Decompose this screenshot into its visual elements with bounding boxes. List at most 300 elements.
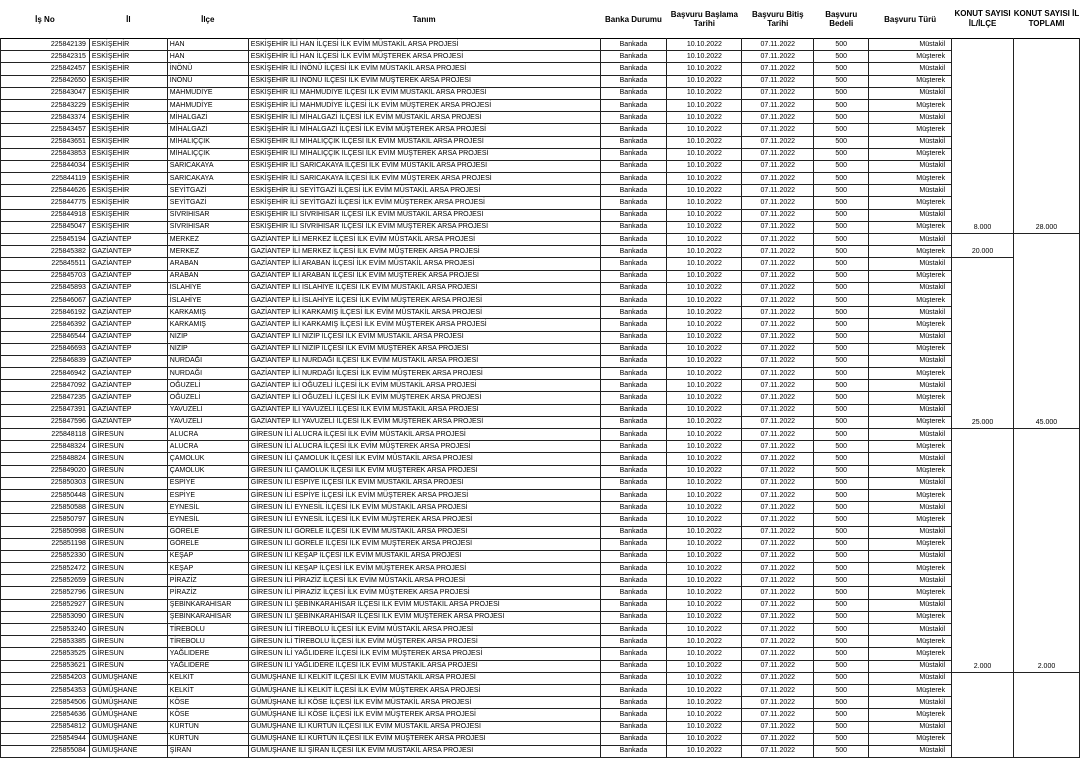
start-date-cell: 10.10.2022 (667, 63, 742, 75)
is-no-cell: 225853621 (1, 660, 90, 672)
il-cell: ESKİŞEHİR (89, 136, 167, 148)
type-cell: Müşterek (869, 75, 952, 87)
ilce-cell: ESPİYE (167, 489, 248, 501)
table-row (1, 307, 1080, 319)
col-header-konut: KONUT SAYISI İL/İLÇE (954, 9, 1011, 28)
end-date-cell: 07.11.2022 (742, 246, 814, 258)
konut-count-cell (952, 672, 1014, 757)
end-date-cell: 07.11.2022 (742, 416, 814, 428)
il-cell: ESKİŞEHİR (89, 51, 167, 63)
start-date-cell: 10.10.2022 (667, 599, 742, 611)
start-date-cell: 10.10.2022 (667, 136, 742, 148)
is-no-cell: 225843374 (1, 112, 90, 124)
tanim-cell: GİRESUN İLİ EYNESİL İLÇESİ İLK EVİM MÜSTAKİL ARSA PROJESİ (248, 502, 600, 514)
is-no-cell: 225850998 (1, 526, 90, 538)
ilce-cell: SARICAKAYA (167, 160, 248, 172)
is-no-cell: 225853240 (1, 624, 90, 636)
il-cell: GİRESUN (89, 429, 167, 441)
is-no-cell: 225842650 (1, 75, 90, 87)
banka-cell: Bankada (600, 185, 667, 197)
type-cell: Müstakil (869, 502, 952, 514)
start-date-cell: 10.10.2022 (667, 51, 742, 63)
banka-cell: Bankada (600, 575, 667, 587)
il-cell: GİRESUN (89, 563, 167, 575)
il-cell: ESKİŞEHİR (89, 173, 167, 185)
tanim-cell: ESKİŞEHİR İLİ MAHMUDİYE İLÇESİ İLK EVİM MÜŞTEREK ARSA PROJESİ (248, 99, 600, 111)
is-no-cell: 225851198 (1, 538, 90, 550)
end-date-cell: 07.11.2022 (742, 684, 814, 696)
banka-cell: Bankada (600, 489, 667, 501)
tanim-cell: GİRESUN İLİ PİRAZİZ İLÇESİ İLK EVİM MÜŞTEREK ARSA PROJESİ (248, 587, 600, 599)
start-date-cell: 10.10.2022 (667, 575, 742, 587)
banka-cell: Bankada (600, 112, 667, 124)
is-no-cell: 225844775 (1, 197, 90, 209)
banka-cell: Bankada (600, 660, 667, 672)
konut-total-cell: 28.000 (1013, 39, 1079, 234)
end-date-cell: 07.11.2022 (742, 502, 814, 514)
fee-cell: 500 (814, 185, 869, 197)
header-row (1, 0, 1080, 39)
type-cell: Müşterek (869, 197, 952, 209)
table-row (1, 75, 1080, 87)
banka-cell: Bankada (600, 684, 667, 696)
fee-cell: 500 (814, 99, 869, 111)
type-cell: Müstakil (869, 331, 952, 343)
is-no-cell: 225855084 (1, 745, 90, 757)
type-cell: Müstakil (869, 160, 952, 172)
type-cell: Müşterek (869, 270, 952, 282)
is-no-cell: 225847092 (1, 380, 90, 392)
end-date-cell: 07.11.2022 (742, 185, 814, 197)
type-cell: Müşterek (869, 392, 952, 404)
banka-cell: Bankada (600, 246, 667, 258)
end-date-cell: 07.11.2022 (742, 745, 814, 757)
tanim-cell: GİRESUN İLİ ESPİYE İLÇESİ İLK EVİM MÜSTAKİL ARSA PROJESİ (248, 477, 600, 489)
type-cell: Müşterek (869, 319, 952, 331)
tanim-cell: GAZİANTEP İLİ OĞUZELİ İLÇESİ İLK EVİM MÜSTAKİL ARSA PROJESİ (248, 380, 600, 392)
il-cell: GAZİANTEP (89, 404, 167, 416)
il-cell: GAZİANTEP (89, 380, 167, 392)
tanim-cell: ESKİŞEHİR İLİ MİHALGAZİ İLÇESİ İLK EVİM MÜSTAKİL ARSA PROJESİ (248, 112, 600, 124)
fee-cell: 500 (814, 660, 869, 672)
banka-cell: Bankada (600, 550, 667, 562)
il-cell: GAZİANTEP (89, 282, 167, 294)
ilce-cell: NİZİP (167, 343, 248, 355)
tanim-cell: GAZİANTEP İLİ ARABAN İLÇESİ İLK EVİM MÜŞTEREK ARSA PROJESİ (248, 270, 600, 282)
is-no-cell: 225850448 (1, 489, 90, 501)
type-cell: Müstakil (869, 234, 952, 246)
type-cell: Müstakil (869, 209, 952, 221)
table-row (1, 648, 1080, 660)
il-cell: GAZİANTEP (89, 258, 167, 270)
table-row (1, 209, 1080, 221)
type-cell: Müstakil (869, 660, 952, 672)
is-no-cell: 225843651 (1, 136, 90, 148)
start-date-cell: 10.10.2022 (667, 258, 742, 270)
ilce-cell: NURDAĞI (167, 355, 248, 367)
il-cell: GİRESUN (89, 660, 167, 672)
end-date-cell: 07.11.2022 (742, 197, 814, 209)
start-date-cell: 10.10.2022 (667, 563, 742, 575)
banka-cell: Bankada (600, 392, 667, 404)
start-date-cell: 10.10.2022 (667, 550, 742, 562)
end-date-cell: 07.11.2022 (742, 87, 814, 99)
is-no-cell: 225852330 (1, 550, 90, 562)
type-cell: Müstakil (869, 39, 952, 51)
end-date-cell: 07.11.2022 (742, 611, 814, 623)
banka-cell: Bankada (600, 502, 667, 514)
table-row (1, 636, 1080, 648)
type-cell: Müşterek (869, 636, 952, 648)
end-date-cell: 07.11.2022 (742, 160, 814, 172)
banka-cell: Bankada (600, 697, 667, 709)
type-cell: Müstakil (869, 87, 952, 99)
start-date-cell: 10.10.2022 (667, 39, 742, 51)
col-header-banka: Banka Durumu (605, 14, 662, 24)
type-cell: Müşterek (869, 221, 952, 233)
il-cell: GAZİANTEP (89, 319, 167, 331)
banka-cell: Bankada (600, 380, 667, 392)
banka-cell: Bankada (600, 721, 667, 733)
is-no-cell: 225850303 (1, 477, 90, 489)
fee-cell: 500 (814, 429, 869, 441)
start-date-cell: 10.10.2022 (667, 234, 742, 246)
il-cell: GÜMÜŞHANE (89, 709, 167, 721)
ilce-cell: SARICAKAYA (167, 173, 248, 185)
fee-cell: 500 (814, 234, 869, 246)
type-cell: Müşterek (869, 648, 952, 660)
is-no-cell: 225852659 (1, 575, 90, 587)
il-cell: GİRESUN (89, 489, 167, 501)
start-date-cell: 10.10.2022 (667, 392, 742, 404)
col-header-bas: Başvuru Başlama Tarihi (670, 10, 738, 28)
il-cell: GAZİANTEP (89, 331, 167, 343)
table-row (1, 538, 1080, 550)
end-date-cell: 07.11.2022 (742, 136, 814, 148)
end-date-cell: 07.11.2022 (742, 343, 814, 355)
is-no-cell: 225842315 (1, 51, 90, 63)
fee-cell: 500 (814, 282, 869, 294)
type-cell: Müşterek (869, 173, 952, 185)
konut-count-cell: 25.000 (952, 258, 1014, 429)
type-cell: Müstakil (869, 282, 952, 294)
table-row (1, 624, 1080, 636)
tanim-cell: ESKİŞEHİR İLİ İNÖNÜ İLÇESİ İLK EVİM MÜŞTEREK ARSA PROJESİ (248, 75, 600, 87)
fee-cell: 500 (814, 563, 869, 575)
start-date-cell: 10.10.2022 (667, 709, 742, 721)
ilce-cell: MİHALGAZİ (167, 112, 248, 124)
il-cell: GİRESUN (89, 465, 167, 477)
type-cell: Müşterek (869, 148, 952, 160)
is-no-cell: 225854506 (1, 697, 90, 709)
il-cell: ESKİŞEHİR (89, 124, 167, 136)
type-cell: Müşterek (869, 416, 952, 428)
table-row (1, 173, 1080, 185)
end-date-cell: 07.11.2022 (742, 538, 814, 550)
table-row (1, 258, 1080, 270)
il-cell: GİRESUN (89, 441, 167, 453)
il-cell: GÜMÜŞHANE (89, 684, 167, 696)
ilce-cell: KEŞAP (167, 550, 248, 562)
table-row (1, 404, 1080, 416)
table-row (1, 331, 1080, 343)
table-row (1, 587, 1080, 599)
ilce-cell: MİHALIÇÇIK (167, 136, 248, 148)
table-row (1, 477, 1080, 489)
table-row (1, 270, 1080, 282)
table-row (1, 429, 1080, 441)
table-row (1, 733, 1080, 745)
il-cell: GİRESUN (89, 624, 167, 636)
banka-cell: Bankada (600, 563, 667, 575)
end-date-cell: 07.11.2022 (742, 514, 814, 526)
start-date-cell: 10.10.2022 (667, 526, 742, 538)
fee-cell: 500 (814, 209, 869, 221)
end-date-cell: 07.11.2022 (742, 709, 814, 721)
table-row (1, 368, 1080, 380)
start-date-cell: 10.10.2022 (667, 380, 742, 392)
is-no-cell: 225846942 (1, 368, 90, 380)
fee-cell: 500 (814, 270, 869, 282)
is-no-cell: 225852927 (1, 599, 90, 611)
il-cell: ESKİŞEHİR (89, 148, 167, 160)
col-header-toplam: KONUT SAYISI İL TOPLAMI (1013, 9, 1080, 28)
end-date-cell: 07.11.2022 (742, 404, 814, 416)
ilce-cell: HAN (167, 39, 248, 51)
type-cell: Müşterek (869, 684, 952, 696)
is-no-cell: 225854812 (1, 721, 90, 733)
tanim-cell: GİRESUN İLİ ALUCRA İLÇESİ İLK EVİM MÜSTAKİL ARSA PROJESİ (248, 429, 600, 441)
ilce-cell: MERKEZ (167, 234, 248, 246)
is-no-cell: 225846693 (1, 343, 90, 355)
end-date-cell: 07.11.2022 (742, 599, 814, 611)
table-row (1, 721, 1080, 733)
end-date-cell: 07.11.2022 (742, 575, 814, 587)
start-date-cell: 10.10.2022 (667, 660, 742, 672)
fee-cell: 500 (814, 733, 869, 745)
end-date-cell: 07.11.2022 (742, 63, 814, 75)
ilce-cell: EYNESİL (167, 514, 248, 526)
ilce-cell: İSLAHİYE (167, 282, 248, 294)
table-row (1, 197, 1080, 209)
banka-cell: Bankada (600, 368, 667, 380)
start-date-cell: 10.10.2022 (667, 611, 742, 623)
ilce-cell: SEYİTGAZİ (167, 197, 248, 209)
is-no-cell: 225849020 (1, 465, 90, 477)
start-date-cell: 10.10.2022 (667, 173, 742, 185)
start-date-cell: 10.10.2022 (667, 185, 742, 197)
is-no-cell: 225854353 (1, 684, 90, 696)
il-cell: GİRESUN (89, 453, 167, 465)
il-cell: GAZİANTEP (89, 270, 167, 282)
is-no-cell: 225845703 (1, 270, 90, 282)
fee-cell: 500 (814, 697, 869, 709)
banka-cell: Bankada (600, 75, 667, 87)
end-date-cell: 07.11.2022 (742, 307, 814, 319)
ilce-cell: PİRAZİZ (167, 575, 248, 587)
ilce-cell: NURDAĞI (167, 368, 248, 380)
ilce-cell: YAVUZELİ (167, 416, 248, 428)
is-no-cell: 225845382 (1, 246, 90, 258)
end-date-cell: 07.11.2022 (742, 697, 814, 709)
start-date-cell: 10.10.2022 (667, 404, 742, 416)
il-cell: GÜMÜŞHANE (89, 672, 167, 684)
il-cell: GİRESUN (89, 575, 167, 587)
table-row (1, 319, 1080, 331)
banka-cell: Bankada (600, 319, 667, 331)
start-date-cell: 10.10.2022 (667, 294, 742, 306)
il-cell: ESKİŞEHİR (89, 87, 167, 99)
fee-cell: 500 (814, 648, 869, 660)
is-no-cell: 225854944 (1, 733, 90, 745)
banka-cell: Bankada (600, 173, 667, 185)
type-cell: Müstakil (869, 404, 952, 416)
type-cell: Müstakil (869, 307, 952, 319)
table-row (1, 575, 1080, 587)
tanim-cell: GİRESUN İLİ KEŞAP İLÇESİ İLK EVİM MÜŞTEREK ARSA PROJESİ (248, 563, 600, 575)
banka-cell: Bankada (600, 416, 667, 428)
start-date-cell: 10.10.2022 (667, 209, 742, 221)
tanim-cell: GİRESUN İLİ ESPİYE İLÇESİ İLK EVİM MÜŞTEREK ARSA PROJESİ (248, 489, 600, 501)
type-cell: Müşterek (869, 294, 952, 306)
il-cell: GAZİANTEP (89, 294, 167, 306)
is-no-cell: 225846067 (1, 294, 90, 306)
end-date-cell: 07.11.2022 (742, 489, 814, 501)
banka-cell: Bankada (600, 221, 667, 233)
is-no-cell: 225853385 (1, 636, 90, 648)
type-cell: Müstakil (869, 672, 952, 684)
table-row (1, 563, 1080, 575)
banka-cell: Bankada (600, 355, 667, 367)
banka-cell: Bankada (600, 331, 667, 343)
fee-cell: 500 (814, 404, 869, 416)
is-no-cell: 225843229 (1, 99, 90, 111)
table-row (1, 709, 1080, 721)
il-cell: GAZİANTEP (89, 307, 167, 319)
ilce-cell: NİZİP (167, 331, 248, 343)
fee-cell: 500 (814, 465, 869, 477)
il-cell: GÜMÜŞHANE (89, 745, 167, 757)
banka-cell: Bankada (600, 124, 667, 136)
konut-total-cell (1013, 672, 1079, 757)
ilce-cell: KÜRTÜN (167, 721, 248, 733)
ilce-cell: MİHALGAZİ (167, 124, 248, 136)
fee-cell: 500 (814, 307, 869, 319)
type-cell: Müstakil (869, 355, 952, 367)
is-no-cell: 225845194 (1, 234, 90, 246)
konut-total-cell: 2.000 (1013, 429, 1079, 673)
tanim-cell: ESKİŞEHİR İLİ MİHALIÇÇIK İLÇESİ İLK EVİM MÜSTAKİL ARSA PROJESİ (248, 136, 600, 148)
start-date-cell: 10.10.2022 (667, 331, 742, 343)
is-no-cell: 225850588 (1, 502, 90, 514)
ilce-cell: KÜRTÜN (167, 733, 248, 745)
table-row (1, 684, 1080, 696)
ilce-cell: KELKİT (167, 672, 248, 684)
start-date-cell: 10.10.2022 (667, 416, 742, 428)
table-row (1, 112, 1080, 124)
il-cell: GÜMÜŞHANE (89, 733, 167, 745)
tanim-cell: GÜMÜŞHANE İLİ KÜRTÜN İLÇESİ İLK EVİM MÜŞTEREK ARSA PROJESİ (248, 733, 600, 745)
tanim-cell: GİRESUN İLİ YAĞLIDERE İLÇESİ İLK EVİM MÜSTAKİL ARSA PROJESİ (248, 660, 600, 672)
start-date-cell: 10.10.2022 (667, 684, 742, 696)
table-row (1, 611, 1080, 623)
banka-cell: Bankada (600, 624, 667, 636)
tanim-cell: GÜMÜŞHANE İLİ KELKİT İLÇESİ İLK EVİM MÜSTAKİL ARSA PROJESİ (248, 672, 600, 684)
ilce-cell: PİRAZİZ (167, 587, 248, 599)
is-no-cell: 225853525 (1, 648, 90, 660)
fee-cell: 500 (814, 538, 869, 550)
banka-cell: Bankada (600, 587, 667, 599)
table-row (1, 294, 1080, 306)
end-date-cell: 07.11.2022 (742, 124, 814, 136)
end-date-cell: 07.11.2022 (742, 234, 814, 246)
col-header-bedel: Başvuru Bedeli (825, 10, 858, 28)
end-date-cell: 07.11.2022 (742, 672, 814, 684)
tanim-cell: ESKİŞEHİR İLİ MİHALGAZİ İLÇESİ İLK EVİM MÜŞTEREK ARSA PROJESİ (248, 124, 600, 136)
fee-cell: 500 (814, 599, 869, 611)
type-cell: Müstakil (869, 136, 952, 148)
type-cell: Müstakil (869, 63, 952, 75)
is-no-cell: 225845511 (1, 258, 90, 270)
fee-cell: 500 (814, 453, 869, 465)
banka-cell: Bankada (600, 51, 667, 63)
ilce-cell: İNÖNÜ (167, 63, 248, 75)
fee-cell: 500 (814, 587, 869, 599)
tanim-cell: GAZİANTEP İLİ YAVUZELİ İLÇESİ İLK EVİM MÜŞTEREK ARSA PROJESİ (248, 416, 600, 428)
tanim-cell: GİRESUN İLİ ŞEBİNKARAHİSAR İLÇESİ İLK EVİM MÜSTAKİL ARSA PROJESİ (248, 599, 600, 611)
ilce-cell: KELKİT (167, 684, 248, 696)
is-no-cell: 225842139 (1, 39, 90, 51)
table-row (1, 355, 1080, 367)
konut-count-cell: 8.000 (952, 39, 1014, 234)
fee-cell: 500 (814, 502, 869, 514)
fee-cell: 500 (814, 246, 869, 258)
tanim-cell: GİRESUN İLİ GÖRELE İLÇESİ İLK EVİM MÜSTAKİL ARSA PROJESİ (248, 526, 600, 538)
table-row (1, 343, 1080, 355)
end-date-cell: 07.11.2022 (742, 221, 814, 233)
col-header-is-no: İş No (35, 14, 55, 24)
is-no-cell: 225847596 (1, 416, 90, 428)
il-cell: ESKİŞEHİR (89, 75, 167, 87)
type-cell: Müstakil (869, 477, 952, 489)
banka-cell: Bankada (600, 270, 667, 282)
col-header-tanim: Tanım (412, 14, 436, 24)
tanim-cell: GAZİANTEP İLİ KARKAMIŞ İLÇESİ İLK EVİM MÜSTAKİL ARSA PROJESİ (248, 307, 600, 319)
type-cell: Müstakil (869, 697, 952, 709)
type-cell: Müşterek (869, 99, 952, 111)
il-cell: GAZİANTEP (89, 355, 167, 367)
fee-cell: 500 (814, 343, 869, 355)
ilce-cell: OĞUZELİ (167, 392, 248, 404)
banka-cell: Bankada (600, 429, 667, 441)
ilce-cell: OĞUZELİ (167, 380, 248, 392)
fee-cell: 500 (814, 550, 869, 562)
is-no-cell: 225853090 (1, 611, 90, 623)
end-date-cell: 07.11.2022 (742, 441, 814, 453)
type-cell: Müşterek (869, 246, 952, 258)
fee-cell: 500 (814, 575, 869, 587)
il-cell: GİRESUN (89, 526, 167, 538)
banka-cell: Bankada (600, 63, 667, 75)
tanim-cell: GAZİANTEP İLİ NURDAĞI İLÇESİ İLK EVİM MÜŞTEREK ARSA PROJESİ (248, 368, 600, 380)
tanim-cell: GİRESUN İLİ ALUCRA İLÇESİ İLK EVİM MÜŞTEREK ARSA PROJESİ (248, 441, 600, 453)
end-date-cell: 07.11.2022 (742, 636, 814, 648)
start-date-cell: 10.10.2022 (667, 148, 742, 160)
tanim-cell: ESKİŞEHİR İLİ HAN İLÇESİ İLK EVİM MÜŞTEREK ARSA PROJESİ (248, 51, 600, 63)
is-no-cell: 225846544 (1, 331, 90, 343)
banka-cell: Bankada (600, 294, 667, 306)
start-date-cell: 10.10.2022 (667, 197, 742, 209)
